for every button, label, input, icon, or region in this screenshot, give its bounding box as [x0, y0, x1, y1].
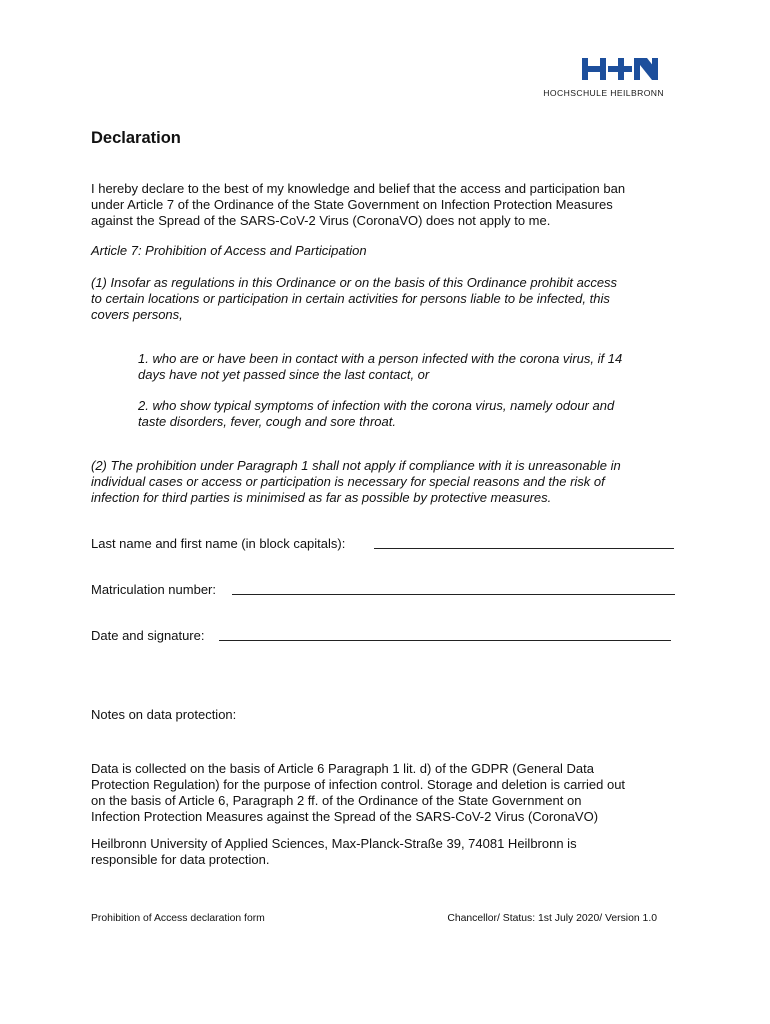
intro-line: under Article 7 of the Ordinance of the State Government on Infection Protection Measures [91, 197, 613, 212]
hhn-logo [536, 58, 664, 102]
article-item-line: 1. who are or have been in contact with a person infected with the corona virus, if 14 [138, 351, 623, 366]
name-field-label: Last name and first name (in block capitals): [91, 536, 346, 551]
data-protection-line: Heilbronn University of Applied Sciences, Max-Planck-Straße 39, 74081 Heilbronn is [91, 836, 577, 851]
intro-line: I hereby declare to the best of my knowledge and belief that the access and participation ban [91, 181, 626, 196]
footer-form-name: Prohibition of Access declaration form [91, 913, 265, 924]
data-protection-heading: Notes on data protection: [91, 707, 237, 722]
hhn-logo-icon [582, 58, 664, 82]
institution-name: HOCHSCHULE HEILBRONN [543, 88, 664, 98]
name-field[interactable] [374, 548, 674, 549]
article-line: to certain locations or participation in certain activities for persons liable to be infected, this [91, 291, 610, 306]
data-protection-line: Protection Regulation) for the purpose of infection control. Storage and deletion is carried out [91, 777, 626, 792]
page-title: Declaration [91, 129, 181, 147]
article-line: infection for third parties is minimised as far as possible by protective measures. [91, 490, 552, 505]
data-protection-line: responsible for data protection. [91, 852, 270, 867]
matriculation-field-label: Matriculation number: [91, 582, 216, 597]
intro-line: against the Spread of the SARS-CoV-2 Virus (CoronaVO) does not apply to me. [91, 213, 551, 228]
footer-version: Chancellor/ Status: 1st July 2020/ Version 1.0 [447, 913, 657, 924]
article-item-line: taste disorders, fever, cough and sore throat. [138, 414, 396, 429]
data-protection-line: Infection Protection Measures against the Spread of the SARS-CoV-2 Virus (CoronaVO) [91, 809, 599, 824]
article-line: covers persons, [91, 307, 183, 322]
matriculation-number-field[interactable] [232, 594, 675, 595]
date-signature-field-label: Date and signature: [91, 628, 205, 643]
article-line: (1) Insofar as regulations in this Ordinance or on the basis of this Ordinance prohibit access [91, 275, 618, 290]
data-protection-line: Data is collected on the basis of Article 6 Paragraph 1 lit. d) of the GDPR (General Data [91, 761, 594, 776]
article-line: (2) The prohibition under Paragraph 1 shall not apply if compliance with it is unreasonable in [91, 458, 621, 473]
article-item-line: days have not yet passed since the last contact, or [138, 367, 430, 382]
data-protection-line: on the basis of Article 6, Paragraph 2 ff. of the Ordinance of the State Government on [91, 793, 582, 808]
article-heading: Article 7: Prohibition of Access and Participation [91, 243, 367, 258]
article-item-line: 2. who show typical symptoms of infection with the corona virus, namely odour and [138, 398, 615, 413]
date-signature-field[interactable] [219, 640, 671, 641]
article-line: individual cases or access or participation is necessary for special reasons and the risk of [91, 474, 605, 489]
